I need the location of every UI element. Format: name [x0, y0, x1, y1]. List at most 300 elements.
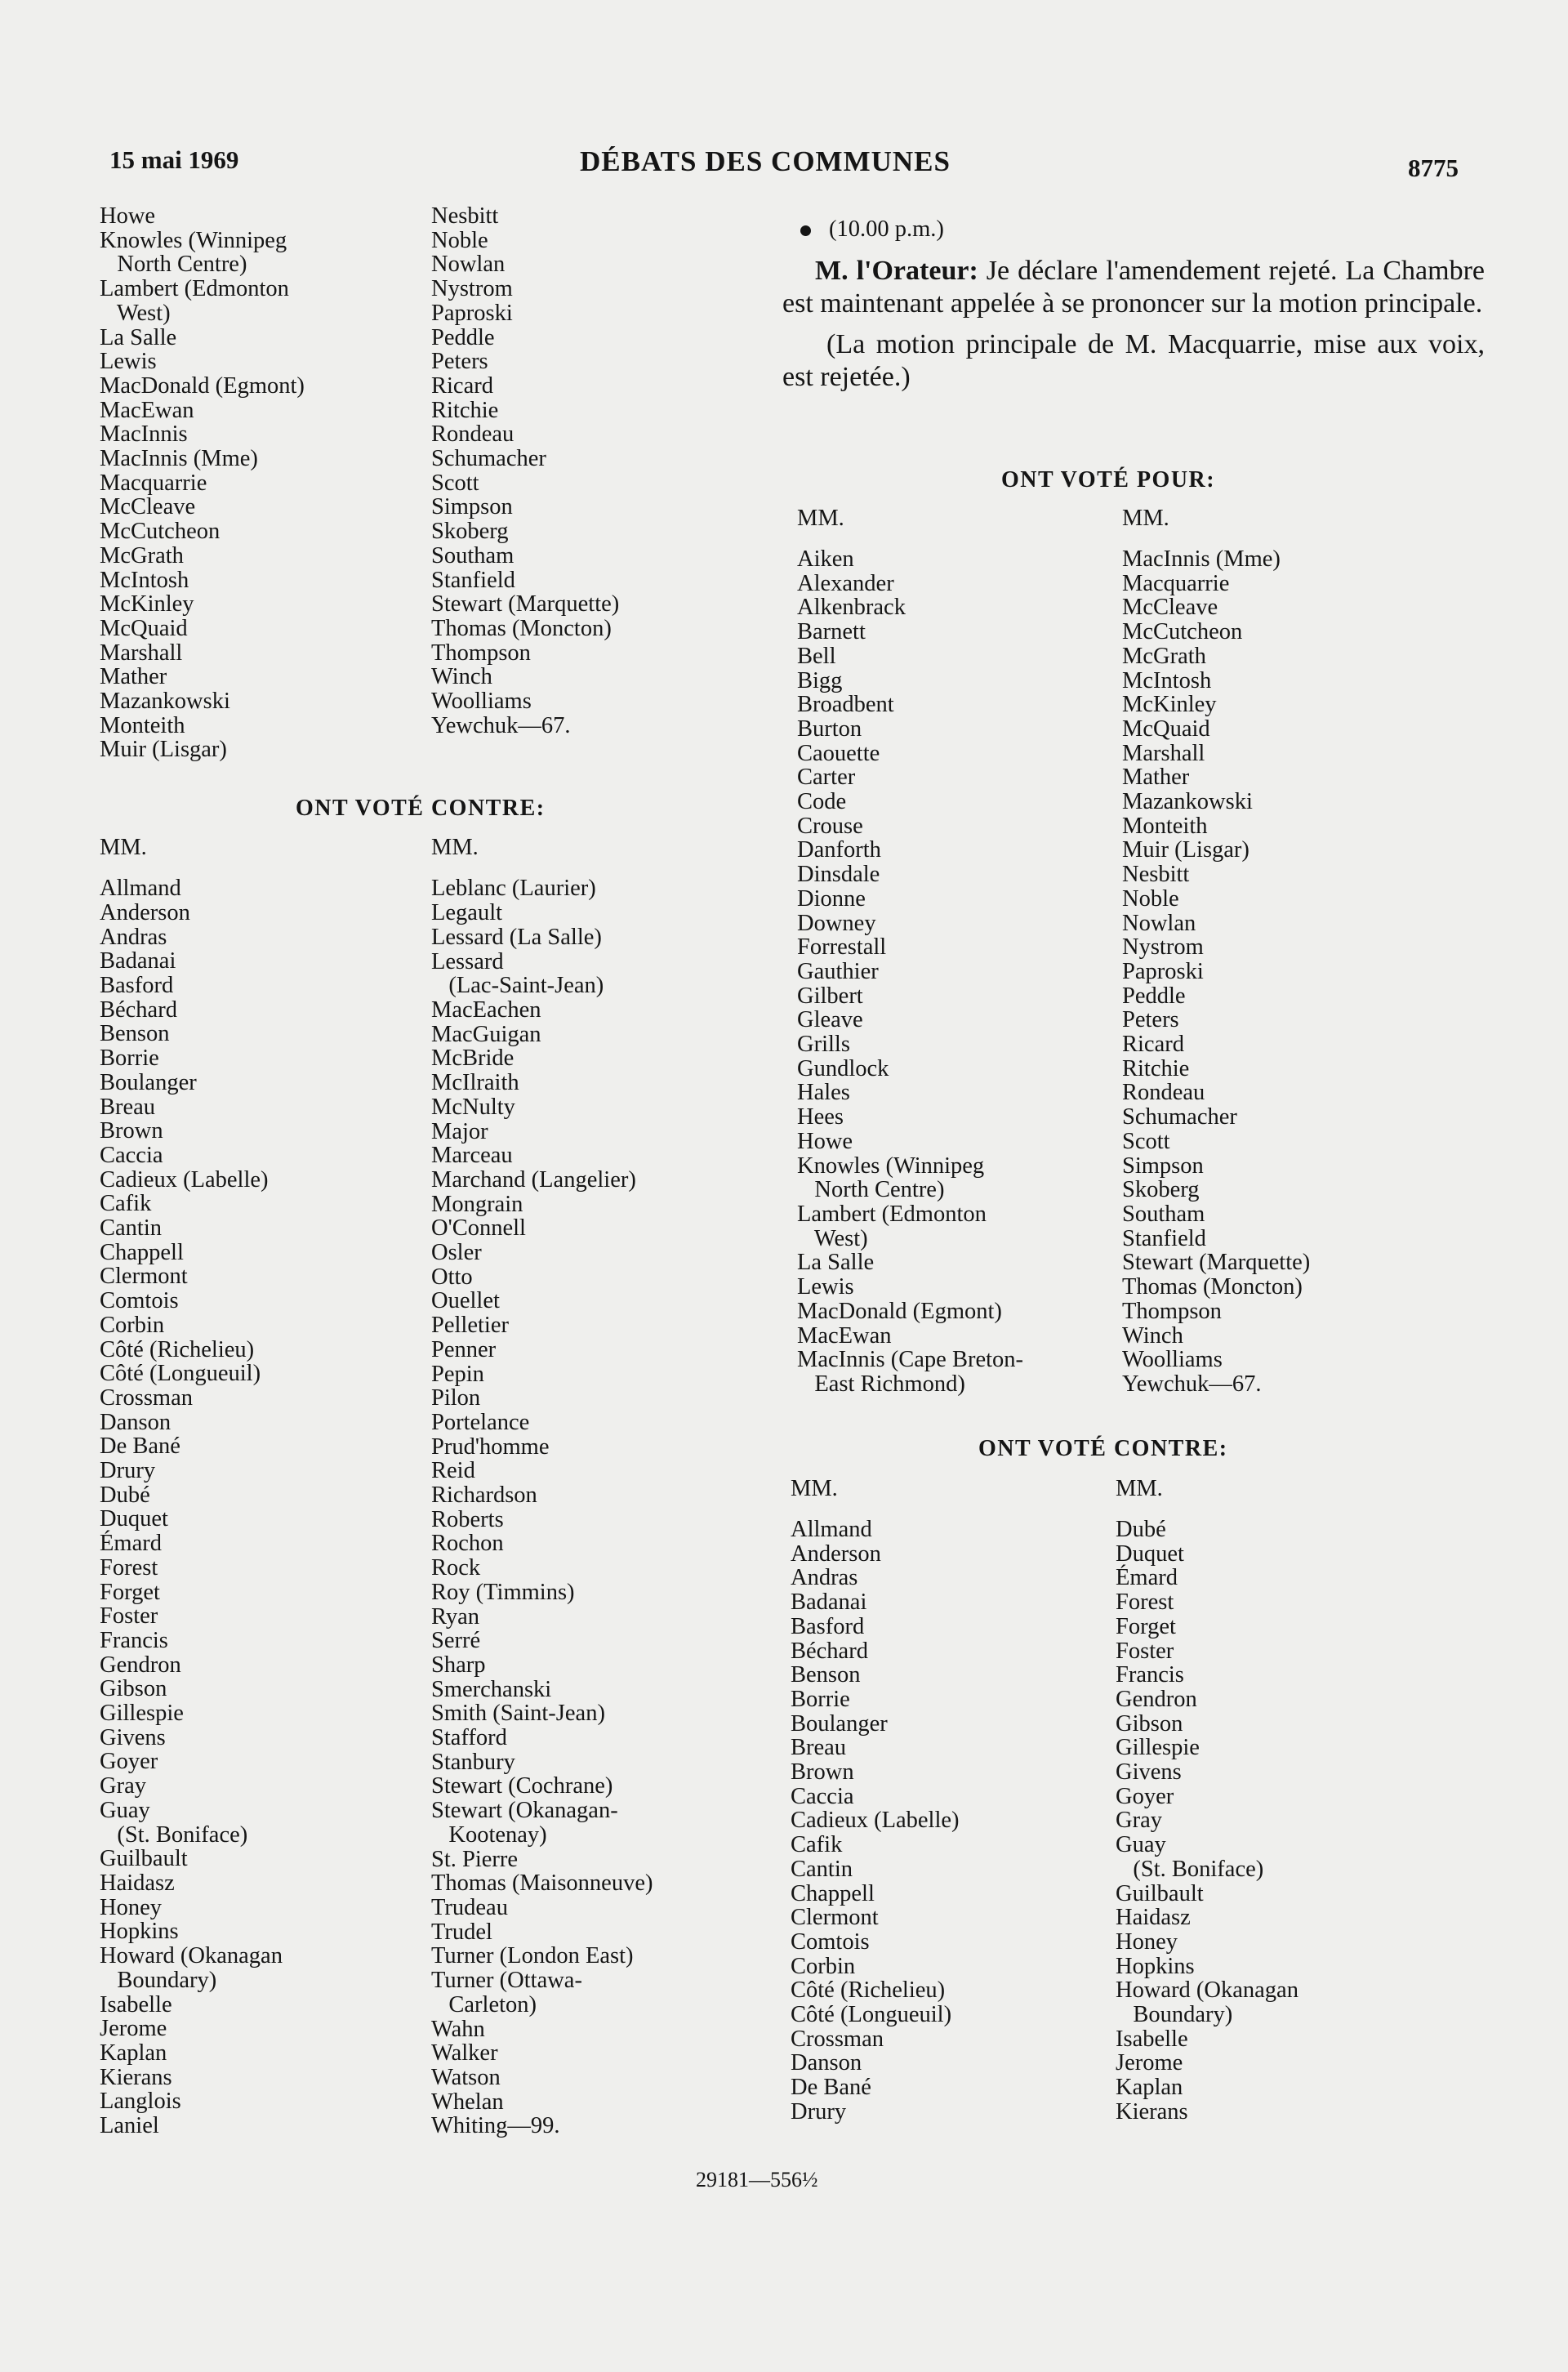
member-name: Forget [100, 1579, 160, 1605]
member-name: Cafik [791, 1832, 843, 1858]
member-name: Cadieux (Labelle) [791, 1808, 960, 1834]
contre-heading-left: ONT VOTÉ CONTRE: [296, 796, 546, 821]
member-name: Lambert (Edmonton [797, 1201, 987, 1227]
member-name: Francis [100, 1627, 168, 1653]
member-name: Lessard (La Salle) [431, 924, 602, 950]
member-name: Jerome [1116, 2050, 1183, 2076]
member-name: Nowlan [1122, 910, 1196, 936]
member-name: McIntosh [1122, 667, 1212, 693]
member-name: Scott [431, 470, 479, 496]
member-name: Nesbitt [1122, 862, 1190, 888]
member-name: Lessard [431, 948, 504, 974]
left-column-b [431, 204, 791, 2138]
member-name: Marchand (Langelier) [431, 1166, 636, 1193]
contre-column-2 [1116, 1477, 1459, 2125]
member-name: Smerchanski [431, 1676, 552, 1702]
member-name: Drury [100, 1458, 156, 1484]
member-name: Stewart (Okanagan- [431, 1798, 618, 1824]
member-name: Broadbent [797, 692, 894, 718]
member-name: McKinley [100, 591, 194, 618]
member-name: Forrestall [797, 934, 887, 961]
member-name: Clermont [791, 1905, 879, 1931]
member-name: East Richmond) [797, 1371, 965, 1397]
member-name: MacEwan [797, 1322, 892, 1349]
member-name: Côté (Richelieu) [791, 1977, 946, 2004]
mm-label: MM. [100, 835, 147, 861]
member-name: Serré [431, 1628, 481, 1654]
member-name: Badanai [791, 1590, 867, 1616]
member-name: Breau [791, 1735, 847, 1761]
member-name: Foster [1116, 1638, 1174, 1664]
member-name: Howard (Okanagan [100, 1943, 283, 1969]
member-name: Stewart (Marquette) [431, 591, 620, 618]
member-name: Borrie [100, 1046, 159, 1072]
speaker-name: M. l'Orateur: [815, 255, 978, 286]
member-name: Marshall [100, 640, 183, 666]
member-name: Peters [431, 349, 488, 375]
member-name: Béchard [791, 1638, 868, 1664]
member-name: Nesbitt [431, 203, 499, 229]
member-name: Alexander [797, 570, 894, 596]
member-name: Caccia [791, 1783, 854, 1809]
member-name: Brown [100, 1118, 163, 1144]
member-name: Allmand [791, 1517, 872, 1542]
member-name: Grills [797, 1032, 850, 1058]
member-name: Peddle [431, 324, 495, 350]
member-name: Macquarrie [100, 470, 207, 496]
member-name: De Bané [100, 1433, 180, 1460]
member-name: Andras [791, 1565, 858, 1591]
member-name: Mongrain [431, 1191, 523, 1217]
member-name: McQuaid [100, 615, 188, 641]
member-name: (Lac-Saint-Jean) [431, 973, 604, 999]
member-name: Nystrom [431, 276, 513, 302]
member-name: Thompson [1122, 1298, 1222, 1324]
member-name: Basford [791, 1613, 865, 1639]
member-name: Paproski [1122, 958, 1204, 984]
member-name: Pilon [431, 1385, 481, 1411]
pour-list-1 [797, 547, 1107, 1397]
member-name: Stanbury [431, 1749, 515, 1775]
member-name: Simpson [431, 494, 513, 520]
member-name: Drury [791, 2098, 847, 2125]
mm-label: MM. [1122, 506, 1169, 531]
contre-heading-right: ONT VOTÉ CONTRE: [978, 1436, 1228, 1461]
member-name: Southam [1122, 1201, 1205, 1227]
member-name: Benson [791, 1662, 861, 1688]
member-name: Kaplan [1116, 2075, 1183, 2101]
contre-column-1 [791, 1477, 1101, 2125]
member-name: Marshall [1122, 740, 1205, 766]
member-name: Foster [100, 1603, 158, 1630]
page-header [109, 145, 1459, 186]
member-name: Gray [100, 1773, 146, 1799]
member-name: Émard [100, 1531, 162, 1557]
contre-list-2 [1116, 1518, 1459, 2125]
member-name: Marceau [431, 1143, 513, 1169]
member-name: McGrath [100, 542, 184, 568]
member-name: Guay [100, 1797, 150, 1823]
member-name: Simpson [1122, 1153, 1204, 1179]
member-name: Thomas (Moncton) [431, 615, 612, 641]
member-name: Whelan [431, 2089, 504, 2115]
member-name: Anderson [791, 1540, 881, 1567]
member-name: Corbin [100, 1312, 165, 1338]
member-name: Rock [431, 1555, 481, 1581]
member-name: Duquet [100, 1506, 168, 1532]
footer-code: 29181—556½ [696, 2168, 818, 2191]
member-name: Carleton) [431, 1991, 537, 2018]
member-name: Gibson [100, 1676, 167, 1702]
member-name: MacInnis (Mme) [1122, 546, 1281, 572]
member-name: Ryan [431, 1603, 480, 1630]
member-name: West) [100, 300, 171, 326]
member-name: Muir (Lisgar) [1122, 837, 1250, 863]
member-name: Trudeau [431, 1895, 508, 1920]
member-name: Andras [100, 924, 167, 950]
member-name: North Centre) [100, 252, 247, 278]
member-name: McIntosh [100, 567, 189, 593]
member-name: Boundary) [1116, 2002, 1233, 2028]
header-title: DÉBATS DES COMMUNES [580, 145, 951, 177]
pour-list-continued-b [431, 204, 791, 738]
member-name: Paproski [431, 300, 513, 326]
member-name: Corbin [791, 1953, 856, 1979]
member-name: Haidasz [1116, 1905, 1191, 1931]
member-name: Dubé [100, 1482, 150, 1508]
member-name: Danson [791, 2050, 862, 2076]
member-name: Cantin [791, 1856, 853, 1882]
member-name: Richardson [431, 1482, 537, 1509]
member-name: Givens [1116, 1759, 1182, 1786]
member-name: Gillespie [1116, 1735, 1200, 1761]
member-name: Mather [100, 664, 167, 690]
member-name: MacEachen [431, 997, 541, 1023]
member-name: Reid [431, 1458, 475, 1484]
member-name: Bigg [797, 667, 843, 693]
member-name: Stanfield [431, 567, 515, 593]
member-name: Peters [1122, 1007, 1179, 1033]
member-name: Kierans [100, 2064, 172, 2090]
member-name: Whiting—99. [431, 2113, 560, 2139]
member-name: McCutcheon [100, 519, 220, 545]
member-name: Émard [1116, 1565, 1178, 1591]
member-name: Osler [431, 1240, 482, 1266]
member-name: Stanfield [1122, 1225, 1206, 1251]
member-name: (St. Boniface) [1116, 1856, 1264, 1882]
member-name: Haidasz [100, 1870, 175, 1896]
member-name: Côté (Longueuil) [791, 2002, 952, 2028]
member-name: Isabelle [100, 1991, 172, 2018]
member-name: Scott [1122, 1128, 1170, 1154]
member-name: Brown [791, 1759, 854, 1786]
member-name: Kaplan [100, 2040, 167, 2066]
member-name: Caouette [797, 740, 880, 766]
member-name: McBride [431, 1046, 514, 1072]
member-name: Dubé [1116, 1517, 1166, 1542]
pour-list-continued-a [100, 204, 426, 762]
member-name: Hopkins [1116, 1953, 1195, 1979]
member-name: Turner (London East) [431, 1943, 634, 1969]
member-name: Wahn [431, 2016, 485, 2042]
member-name: Comtois [791, 1928, 870, 1955]
member-name: McCutcheon [1122, 619, 1243, 645]
member-name: Cantin [100, 1215, 162, 1242]
member-name: Allmand [100, 876, 181, 902]
member-name: Boulanger [791, 1710, 888, 1737]
member-name: Trudel [431, 1919, 492, 1945]
member-name: Woolliams [1122, 1347, 1223, 1373]
member-name: Guilbault [100, 1846, 188, 1872]
member-name: Roberts [431, 1506, 504, 1532]
member-name: Southam [431, 542, 514, 568]
member-name: Lewis [100, 349, 157, 375]
member-name: Goyer [1116, 1783, 1174, 1809]
member-name: Pepin [431, 1361, 484, 1387]
member-name: Prud'homme [431, 1433, 550, 1460]
member-name: Major [431, 1118, 488, 1144]
member-name: Legault [431, 900, 503, 926]
member-name: Monteith [100, 712, 185, 738]
member-name: West) [797, 1225, 868, 1251]
member-name: Sharp [431, 1652, 486, 1678]
member-name: Gendron [1116, 1686, 1197, 1712]
member-name: McNulty [431, 1094, 515, 1120]
member-name: Woolliams [431, 689, 532, 715]
member-name: Rondeau [431, 421, 514, 448]
header-page-number: 8775 [1408, 154, 1459, 182]
time-stamp: (10.00 p.m.) [800, 217, 1485, 242]
member-name: Winch [431, 664, 492, 690]
contre-list-a [100, 876, 426, 2138]
member-name: Côté (Richelieu) [100, 1336, 255, 1362]
member-name: Howe [797, 1128, 853, 1154]
member-name: Langlois [100, 2089, 181, 2115]
member-name: Boulanger [100, 1069, 197, 1095]
member-name: Danson [100, 1409, 172, 1435]
member-name: Breau [100, 1094, 156, 1120]
member-name: Basford [100, 972, 174, 998]
member-name: MacEwan [100, 397, 194, 423]
member-name: Knowles (Winnipeg [100, 227, 287, 253]
member-name: Turner (Ottawa- [431, 1968, 582, 1994]
member-name: Dionne [797, 885, 866, 912]
member-name: Winch [1122, 1322, 1183, 1349]
member-name: Cafik [100, 1191, 152, 1217]
member-name: Duquet [1116, 1540, 1184, 1567]
member-name: De Bané [791, 2075, 871, 2101]
member-name: Gilbert [797, 983, 863, 1009]
member-name: Benson [100, 1021, 170, 1047]
member-name: Badanai [100, 948, 176, 974]
member-name: Crouse [797, 813, 863, 839]
member-name: McGrath [1122, 643, 1206, 669]
member-name: Burton [797, 716, 862, 742]
member-name: Hees [797, 1104, 844, 1130]
member-name: MacInnis (Mme) [100, 446, 258, 472]
member-name: Béchard [100, 997, 177, 1023]
member-name: Boundary) [100, 1967, 217, 1993]
member-name: Pelletier [431, 1313, 509, 1339]
member-name: MacInnis [100, 421, 188, 448]
member-name: Laniel [100, 2113, 159, 2139]
member-name: Clermont [100, 1264, 188, 1290]
mm-label: MM. [797, 506, 844, 531]
member-name: Yewchuk—67. [1122, 1371, 1262, 1397]
member-name: Danforth [797, 837, 881, 863]
member-name: North Centre) [797, 1177, 945, 1203]
member-name: McCleave [1122, 595, 1218, 621]
member-name: Isabelle [1116, 2026, 1188, 2052]
member-name: MacDonald (Egmont) [100, 372, 305, 399]
member-name: Stewart (Cochrane) [431, 1773, 613, 1799]
member-name: O'Connell [431, 1215, 526, 1242]
member-name: Noble [431, 227, 488, 253]
member-name: McKinley [1122, 692, 1217, 718]
member-name: Ricard [1122, 1032, 1184, 1058]
member-name: Portelance [431, 1409, 530, 1435]
contre-list-1 [791, 1518, 1101, 2125]
member-name: Forget [1116, 1613, 1176, 1639]
member-name: Forest [1116, 1590, 1174, 1616]
member-name: Mazankowski [100, 689, 230, 715]
member-name: Hales [797, 1080, 850, 1106]
mm-label: MM. [431, 835, 479, 861]
member-name: Caccia [100, 1142, 163, 1168]
pour-column-1 [797, 506, 1107, 1397]
contre-list-b [431, 876, 791, 2138]
member-name: Nystrom [1122, 934, 1204, 961]
member-name: Barnett [797, 619, 866, 645]
member-name: Kootenay) [431, 1821, 547, 1848]
member-name: Roy (Timmins) [431, 1579, 575, 1605]
pour-heading: ONT VOTÉ POUR: [1001, 467, 1216, 493]
member-name: Stewart (Marquette) [1122, 1250, 1311, 1276]
member-name: Goyer [100, 1749, 158, 1775]
header-date: 15 mai 1969 [109, 145, 239, 174]
member-name: Yewchuk—67. [431, 712, 571, 738]
right-column [782, 204, 1485, 394]
member-name: Thomas (Maisonneuve) [431, 1870, 653, 1897]
member-name: Ricard [431, 372, 493, 399]
member-name: Gibson [1116, 1710, 1183, 1737]
member-name: Thompson [431, 640, 531, 666]
member-name: Peddle [1122, 983, 1186, 1009]
member-name: Monteith [1122, 813, 1208, 839]
member-name: Leblanc (Laurier) [431, 876, 596, 902]
member-name: Rochon [431, 1531, 504, 1557]
member-name: Howe [100, 203, 156, 229]
member-name: Mazankowski [1122, 789, 1253, 815]
bullet-icon [800, 225, 811, 236]
member-name: Gleave [797, 1007, 863, 1033]
member-name: Ouellet [431, 1288, 500, 1314]
member-name: Forest [100, 1554, 158, 1581]
member-name: Schumacher [1122, 1104, 1237, 1130]
member-name: Kierans [1116, 2098, 1188, 2125]
member-name: Comtois [100, 1288, 179, 1314]
member-name: Lambert (Edmonton [100, 276, 289, 302]
member-name: (St. Boniface) [100, 1821, 248, 1848]
member-name: McQuaid [1122, 716, 1210, 742]
member-name: Mather [1122, 765, 1190, 791]
member-name: Aiken [797, 546, 854, 572]
member-name: Cadieux (Labelle) [100, 1166, 269, 1193]
member-name: McIlraith [431, 1070, 519, 1096]
mm-label: MM. [1116, 1476, 1163, 1501]
motion-result: (La motion principale de M. Macquarrie, mise aux voix, est rejetée.) [782, 328, 1485, 392]
mm-label: MM. [791, 1476, 838, 1501]
member-name: Stafford [431, 1725, 507, 1751]
member-name: MacInnis (Cape Breton- [797, 1347, 1023, 1373]
member-name: Gundlock [797, 1055, 889, 1081]
member-name: Gray [1116, 1808, 1162, 1834]
member-name: Francis [1116, 1662, 1184, 1688]
member-name: Ritchie [1122, 1055, 1190, 1081]
member-name: Chappell [791, 1880, 875, 1906]
member-name: Muir (Lisgar) [100, 737, 227, 763]
member-name: Skoberg [431, 519, 509, 545]
member-name: Carter [797, 765, 856, 791]
member-name: Thomas (Moncton) [1122, 1274, 1303, 1300]
member-name: Borrie [791, 1686, 850, 1712]
member-name: Honey [1116, 1928, 1178, 1955]
member-name: Howard (Okanagan [1116, 1977, 1298, 2004]
member-name: St. Pierre [431, 1846, 519, 1872]
member-name: Gillespie [100, 1701, 184, 1727]
speaker-statement [782, 255, 1485, 320]
member-name: Gauthier [797, 958, 879, 984]
member-name: Alkenbrack [797, 595, 906, 621]
pour-list-2 [1122, 547, 1465, 1397]
member-name: Macquarrie [1122, 570, 1230, 596]
member-name: Ritchie [431, 397, 499, 423]
member-name: Downey [797, 910, 876, 936]
member-name: La Salle [100, 324, 177, 350]
pour-column-2 [1122, 506, 1465, 1397]
left-column-a [100, 204, 426, 2138]
member-name: Smith (Saint-Jean) [431, 1701, 605, 1727]
member-name: Honey [100, 1894, 162, 1920]
member-name: Jerome [100, 2016, 167, 2042]
member-name: La Salle [797, 1250, 875, 1276]
member-name: Watson [431, 2064, 501, 2090]
member-name: Dinsdale [797, 862, 880, 888]
member-name: MacGuigan [431, 1021, 541, 1047]
member-name: Crossman [100, 1384, 193, 1411]
member-name: Code [797, 789, 847, 815]
member-name: Gendron [100, 1652, 181, 1678]
member-name: Otto [431, 1264, 473, 1290]
member-name: Crossman [791, 2026, 884, 2052]
speech-text: Je déclare l'amendement rejeté. La Chambre est maintenant appelée à se prononcer sur la motion principale. [782, 255, 1486, 319]
member-name: Anderson [100, 899, 190, 925]
member-name: Lewis [797, 1274, 854, 1300]
member-name: Bell [797, 643, 836, 669]
member-name: Guilbault [1116, 1880, 1204, 1906]
member-name: MacDonald (Egmont) [797, 1298, 1002, 1324]
member-name: Skoberg [1122, 1177, 1200, 1203]
member-name: Nowlan [431, 252, 506, 278]
member-name: Hopkins [100, 1919, 179, 1945]
member-name: Penner [431, 1336, 497, 1362]
member-name: McCleave [100, 494, 196, 520]
member-name: Schumacher [431, 446, 546, 472]
member-name: Rondeau [1122, 1080, 1205, 1106]
member-name: Noble [1122, 885, 1179, 912]
member-name: Côté (Longueuil) [100, 1361, 261, 1387]
member-name: Knowles (Winnipeg [797, 1153, 985, 1179]
